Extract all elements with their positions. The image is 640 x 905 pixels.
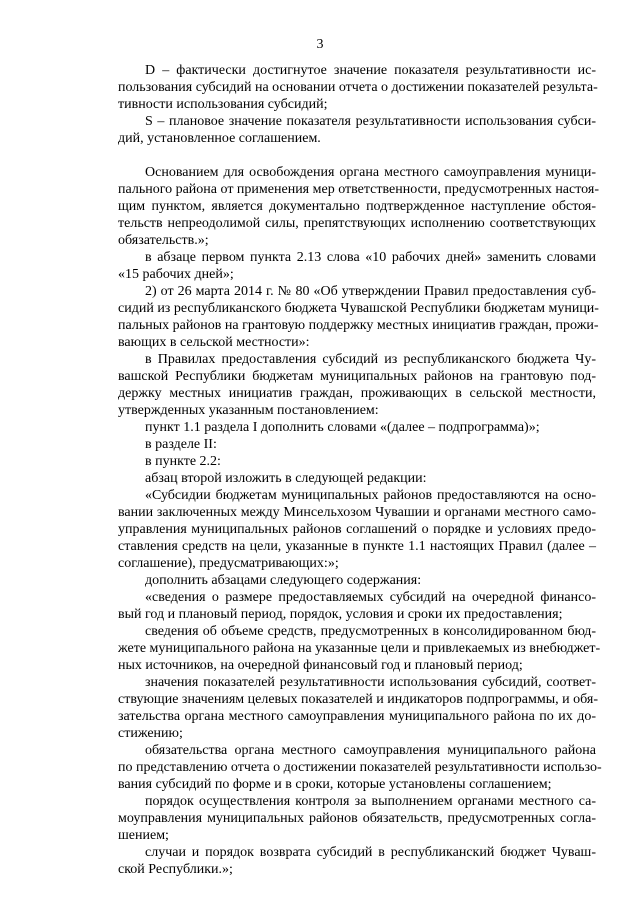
paragraph: [118, 113, 596, 147]
text-line: «Субсидии бюджетам муниципальных районов предоставляются на осно-: [145, 488, 596, 503]
text-line: ных источников, на очередной финансовый год и плановый период;: [118, 658, 523, 673]
paragraph: [118, 62, 596, 113]
text-line: в Правилах предоставления субсидий из республиканского бюджета Чу-: [145, 352, 596, 367]
paragraph: [118, 453, 596, 470]
text-line: управления муниципальных районов соглашений о порядке и условиях предо-: [118, 522, 596, 537]
text-line: 2) от 26 марта 2014 г. № 80 «Об утверждении Правил предоставления суб-: [145, 284, 596, 299]
text-line: по представлению отчета о достижении показателей результативности использо-: [118, 760, 602, 775]
text-line: вающих в сельской местности»:: [118, 335, 310, 350]
paragraph-gap: [118, 147, 596, 164]
text-line: ствующие значениям целевых показателей и индикаторов подпрограммы, и обя-: [118, 692, 598, 707]
paragraph: [118, 674, 596, 742]
paragraph: [118, 793, 596, 844]
paragraph: [118, 283, 599, 351]
text-line: соглашение), предусматривающих:»;: [118, 556, 339, 571]
paragraph: [118, 742, 602, 793]
text-line: обязательства органа местного самоуправления муниципального района: [145, 743, 596, 758]
document-body: [118, 62, 602, 878]
text-line: пального района от применения мер ответственности, предусмотренных настоя-: [118, 182, 600, 197]
text-line: «15 рабочих дней»;: [118, 267, 234, 282]
text-line: тельств непреодолимой силы, препятствующих исполнению соответствующих: [118, 216, 596, 231]
text-line: вании заключенных между Минсельхозом Чувашии и органами местного само-: [118, 505, 596, 520]
paragraph: [118, 844, 596, 878]
text-line: держку местных инициатив граждан, проживающих в сельской местности,: [118, 386, 596, 401]
text-line: дополнить абзацами следующего содержания:: [145, 573, 422, 588]
text-line: щим пунктом, является документально подтвержденное наступление обстоя-: [118, 199, 596, 214]
text-line: пункт 1.1 раздела I дополнить словами «(далее – подпрограмма)»;: [145, 420, 540, 435]
page-number: 3: [316, 37, 324, 52]
text-line: жете муниципального района на указанные цели и привлекаемых из внебюджет-: [118, 641, 601, 656]
text-line: порядок осуществления контроля за выполнением органами местного са-: [145, 794, 596, 809]
paragraph: [118, 623, 601, 674]
paragraph: [118, 419, 596, 436]
text-line: D – фактически достигнутое значение показателя результативности ис-: [145, 63, 596, 78]
text-line: пользования субсидий на основании отчета о достижении показателей результа-: [118, 80, 598, 95]
text-line: сведения об объеме средств, предусмотренных в консолидированном бюд-: [145, 624, 596, 639]
text-line: обязательств.»;: [118, 233, 209, 248]
text-line: S – плановое значение показателя результативности использования субси-: [145, 114, 596, 129]
text-line: ставления средств на цели, указанные в пункте 1.1 настоящих Правил (далее –: [118, 539, 596, 554]
text-line: в пункте 2.2:: [145, 454, 221, 469]
paragraph: [118, 470, 596, 487]
text-line: моуправления муниципальных районов обязательств, предусмотренных согла-: [118, 811, 596, 826]
text-line: сидий из республиканского бюджета Чувашской Республики бюджетам муници-: [118, 301, 599, 316]
paragraph: [118, 436, 596, 453]
paragraph: [118, 572, 596, 589]
text-line: Основанием для освобождения органа местного самоуправления муници-: [145, 165, 596, 180]
paragraph: [118, 351, 596, 419]
text-line: стижению;: [118, 726, 183, 741]
text-line: «сведения о размере предоставляемых субсидий на очередной финансо-: [145, 590, 596, 605]
paragraph: [118, 589, 596, 623]
text-line: в абзаце первом пункта 2.13 слова «10 рабочих дней» заменить словами: [145, 250, 596, 265]
text-line: тивности использования субсидий;: [118, 97, 328, 112]
text-line: шением;: [118, 828, 169, 843]
text-line: вания субсидий по форме и в сроки, которые установлены соглашением;: [118, 777, 552, 792]
text-line: значения показателей результативности использования субсидий, соответ-: [145, 675, 596, 690]
text-line: ской Республики.»;: [118, 862, 233, 877]
paragraph: [118, 164, 600, 249]
text-line: абзац второй изложить в следующей редакции:: [145, 471, 427, 486]
text-line: зательства органа местного самоуправления муниципального района по их до-: [118, 709, 596, 724]
text-line: вашской Республики бюджетам муниципальных районов на грантовую под-: [118, 369, 596, 384]
text-line: случаи и порядок возврата субсидий в республиканский бюджет Чуваш-: [145, 845, 596, 860]
text-line: утвержденных указанным постановлением:: [118, 403, 379, 418]
text-line: в разделе II:: [145, 437, 217, 452]
paragraph: [118, 487, 596, 572]
text-line: вый год и плановый период, порядок, условия и сроки их предоставления;: [118, 607, 563, 622]
paragraph: [118, 249, 596, 283]
text-line: пальных районов на грантовую поддержку местных инициатив граждан, прожи-: [118, 318, 599, 333]
text-line: дий, установленное соглашением.: [118, 131, 321, 146]
